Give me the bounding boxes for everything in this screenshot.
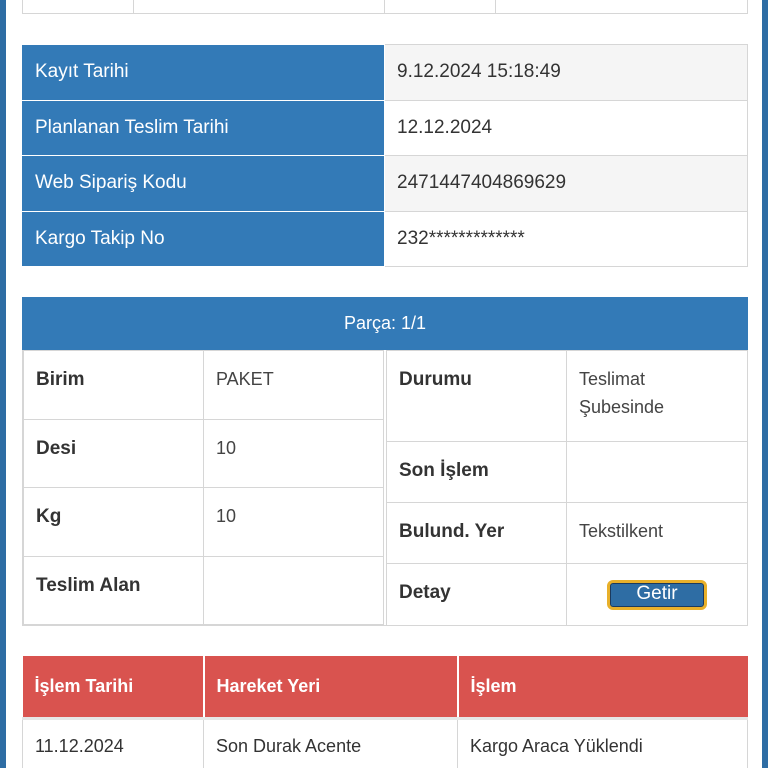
field-value: 10 [204, 488, 384, 557]
table-cell: Son Durak Acente [204, 718, 458, 768]
field-value: PAKET [204, 351, 384, 420]
parca-right-table [386, 350, 748, 626]
table-row [387, 564, 748, 626]
row-label: Kayıt Tarihi [23, 45, 385, 101]
field-label: Birim [24, 351, 204, 420]
field-label: Durumu [387, 351, 567, 442]
row-value: 2471447404869629 [385, 156, 748, 212]
table-header-row [23, 656, 748, 718]
parca-left-table [23, 350, 384, 625]
row-label: Web Sipariş Kodu [23, 156, 385, 212]
table-row [387, 503, 748, 564]
detail-cell [567, 564, 748, 626]
getir-button[interactable]: Getir [607, 580, 707, 610]
page-edge-right [762, 0, 768, 768]
table-divider [133, 0, 134, 13]
field-label: Kg [24, 488, 204, 557]
table-divider [495, 0, 496, 13]
field-label: Desi [24, 419, 204, 488]
table-row [23, 100, 748, 156]
content-area [6, 0, 762, 768]
table-divider [384, 0, 385, 13]
table-row [24, 556, 384, 625]
movement-history-table [22, 656, 748, 768]
status-value: Teslimat Şubesinde [567, 351, 748, 442]
row-label: Kargo Takip No [23, 211, 385, 267]
row-value: 12.12.2024 [385, 100, 748, 156]
field-label: Bulund. Yer [387, 503, 567, 564]
table-row [24, 419, 384, 488]
table-cell: 11.12.2024 [23, 718, 204, 768]
row-value: 9.12.2024 15:18:49 [385, 45, 748, 101]
table-row [23, 156, 748, 212]
previous-table-partial [22, 0, 748, 14]
table-row [23, 718, 748, 768]
table-row [24, 488, 384, 557]
table-cell: Kargo Araca Yüklendi [458, 718, 748, 768]
table-row [23, 45, 748, 101]
table-row [387, 351, 748, 442]
table-row [387, 442, 748, 503]
parca-panel-title: Parça: 1/1 [22, 297, 748, 350]
row-label: Planlanan Teslim Tarihi [23, 100, 385, 156]
field-label: Detay [387, 564, 567, 626]
shipment-info-table [22, 44, 748, 267]
field-value: 10 [204, 419, 384, 488]
field-label: Son İşlem [387, 442, 567, 503]
row-value: 232************* [385, 211, 748, 267]
field-label: Teslim Alan [24, 556, 204, 625]
column-header: Hareket Yeri [204, 656, 458, 718]
table-row [24, 351, 384, 420]
table-row [23, 211, 748, 267]
field-value [204, 556, 384, 625]
column-header: İşlem [458, 656, 748, 718]
field-value [567, 442, 748, 503]
parca-panel-body [22, 350, 748, 626]
field-value: Tekstilkent [567, 503, 748, 564]
column-header: İşlem Tarihi [23, 656, 204, 718]
